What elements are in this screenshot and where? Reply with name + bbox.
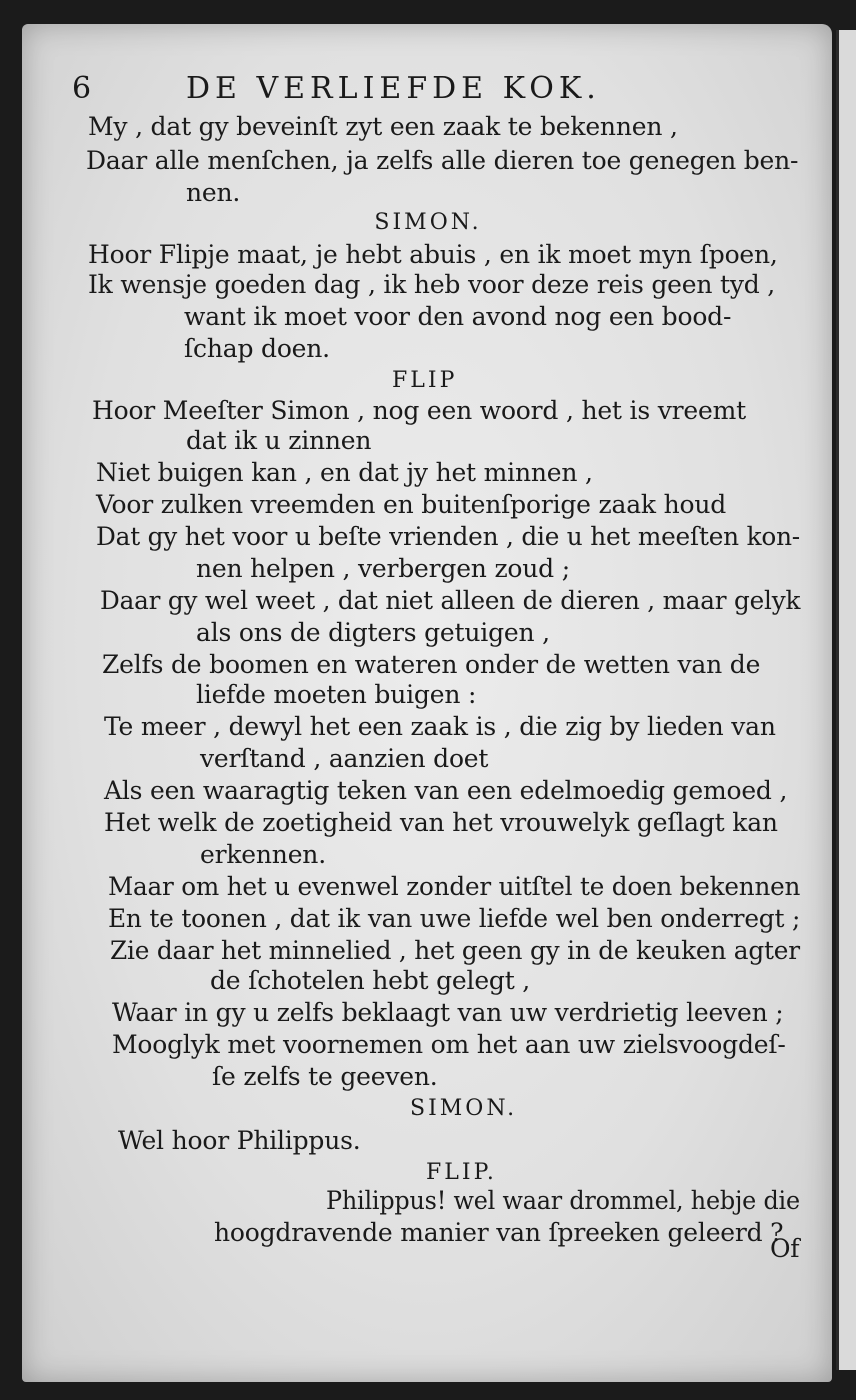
text-line: Maar om het u evenwel zonder uitſtel te doen bekennen [108, 872, 801, 901]
text-line: nen. [186, 178, 241, 207]
text-line: ſchap doen. [184, 334, 330, 363]
speaker-name: FLIP. [426, 1160, 497, 1185]
text-line: Het welk de zoetigheid van het vrouwelyk geſlagt kan [104, 808, 778, 837]
text-line: erkennen. [200, 840, 326, 869]
text-line: als ons de digters getuigen , [196, 618, 550, 647]
page-number: 6 [72, 71, 91, 106]
text-line: Zelfs de boomen en wateren onder de wetten van de [102, 650, 761, 679]
text-line: Te meer , dewyl het een zaak is , die zig by lieden van [104, 712, 776, 741]
text-line: Hoor Flipje maat, je hebt abuis , en ik moet myn ſpoen, [88, 240, 778, 269]
speaker-name: SIMON. [374, 210, 482, 235]
text-line: Dat gy het voor u beſte vrienden , die u het meeſten kon- [96, 522, 800, 551]
text-line: Hoor Meeſter Simon , nog een woord , het is vreemt [92, 396, 746, 425]
text-line: want ik moet voor den avond nog een bood- [184, 302, 732, 331]
running-head: DE VERLIEFDE KOK. [186, 71, 601, 106]
text-line: En te toonen , dat ik van uwe liefde wel ben onderregt ; [108, 904, 801, 933]
text-line: Mooglyk met voornemen om het aan uw zielsvoogdeſ- [112, 1030, 786, 1059]
text-line: dat ik u zinnen [186, 426, 372, 455]
text-line: Als een waaragtig teken van een edelmoedig gemoed , [104, 776, 788, 805]
text-line: Ik wensje goeden dag , ik heb voor deze reis geen tyd , [88, 270, 776, 299]
text-line: Voor zulken vreemden en buitenſporige zaak houd [96, 490, 727, 519]
text-line: verſtand , aanzien doet [200, 744, 489, 773]
text-line: Philippus! wel waar drommel, hebje die [326, 1186, 800, 1215]
text-line: Daar gy wel weet , dat niet alleen de dieren , maar gelyk [100, 586, 801, 615]
text-line: Niet buigen kan , en dat jy het minnen , [96, 458, 593, 487]
speaker-name: SIMON. [410, 1096, 518, 1121]
text-line: My , dat gy beveinſt zyt een zaak te bekennen , [88, 112, 678, 141]
text-line: hoogdravende manier van ſpreeken geleerd ? [214, 1218, 784, 1247]
text-line: de ſchotelen hebt gelegt , [210, 966, 531, 995]
text-line: Zie daar het minnelied , het geen gy in de keuken agter [110, 936, 800, 965]
text-line: Wel hoor Philippus. [118, 1126, 361, 1155]
text-line: ſe zelfs te geeven. [212, 1062, 438, 1091]
catchword: Of [770, 1234, 800, 1263]
text-line: nen helpen , verbergen zoud ; [196, 554, 570, 583]
speaker-name: FLIP [392, 368, 458, 393]
text-line: liefde moeten buigen : [196, 680, 477, 709]
text-line: Waar in gy u zelfs beklaagt van uw verdrietig leeven ; [112, 998, 784, 1027]
text-line: Daar alle menſchen, ja zelfs alle dieren toe genegen ben- [86, 146, 799, 175]
